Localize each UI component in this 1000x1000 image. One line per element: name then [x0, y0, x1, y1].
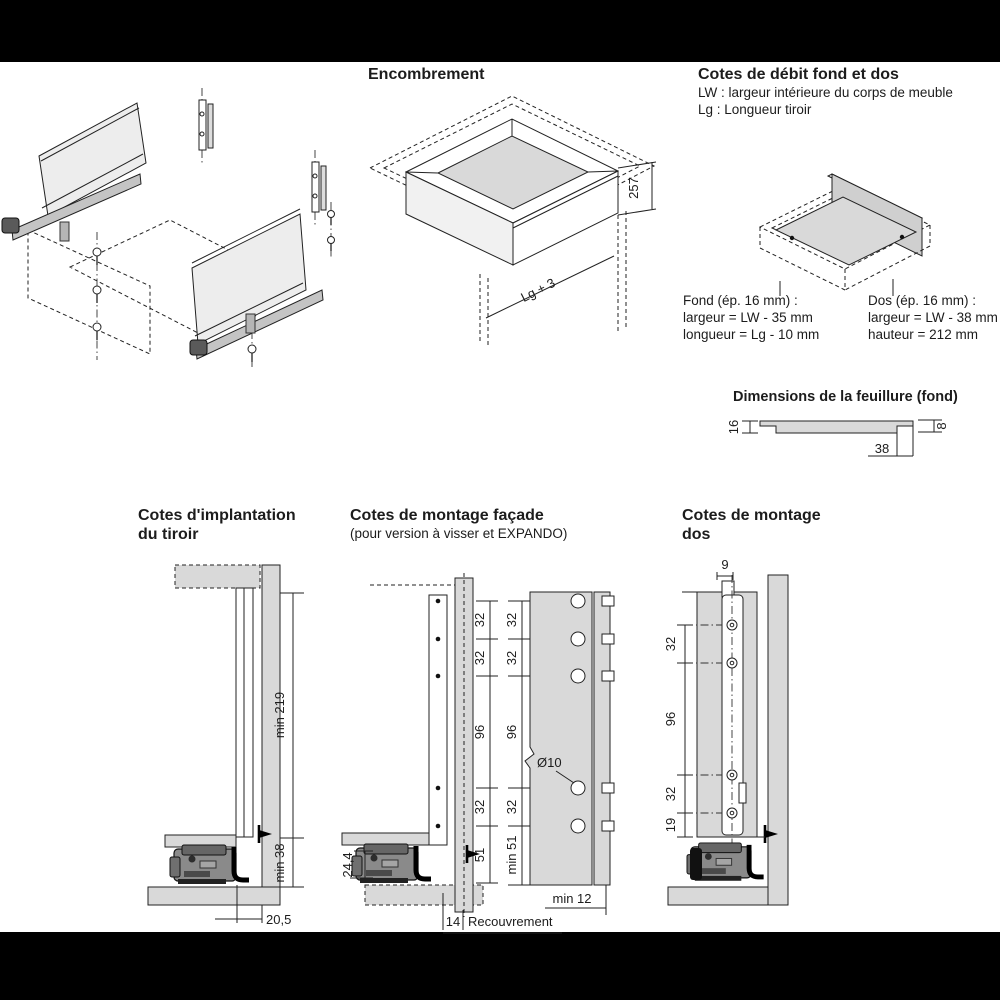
dim-side-32c: 32 — [472, 799, 487, 815]
facade-drawing — [340, 545, 675, 935]
dim-dos-32b: 32 — [663, 786, 678, 802]
dos-note-hauteur: hauteur = 212 mm — [868, 327, 978, 342]
dim-front-32c: 32 — [504, 799, 519, 815]
fond-note — [683, 292, 819, 343]
dim-side-96: 96 — [472, 724, 487, 740]
implantation-title-line1: Cotes d'implantation — [138, 507, 296, 524]
dim-front-min51: min 51 — [504, 835, 519, 875]
dim-9: 9 — [721, 557, 729, 572]
dim-side-51: 51 — [472, 847, 487, 863]
dim-front-32a: 32 — [504, 612, 519, 628]
dim-205: 20,5 — [266, 912, 292, 927]
dim-min38: min 38 — [272, 843, 287, 883]
dim-min219: min 219 — [272, 691, 287, 739]
back-bracket-icons — [199, 88, 326, 227]
dim-16: 16 — [726, 419, 741, 435]
dim-8: 8 — [934, 422, 949, 430]
feuillure-title: Dimensions de la feuillure (fond) — [733, 389, 958, 405]
facade-title: Cotes de montage façade — [350, 507, 544, 524]
dim-front-32b: 32 — [504, 650, 519, 666]
dim-38: 38 — [874, 441, 890, 456]
debit-drawing — [680, 62, 1000, 292]
encombrement-title: Encombrement — [368, 66, 485, 83]
screw-icons-left — [93, 248, 101, 340]
implantation-drawing — [130, 545, 355, 935]
debit-legend-lg: Lg : Longueur tiroir — [698, 102, 812, 117]
dim-dos-19: 19 — [663, 817, 678, 833]
debit-title: Cotes de débit fond et dos — [698, 66, 899, 83]
encombrement-drawing — [360, 62, 680, 400]
dim-front-96: 96 — [504, 724, 519, 740]
dim-lg3: Lg + 3 — [518, 275, 558, 305]
dim-hole-diameter: Ø10 — [537, 755, 562, 770]
dos-title-line1: Cotes de montage — [682, 507, 821, 524]
debit-legend-lw: LW : largeur intérieure du corps de meuble — [698, 85, 953, 100]
dos-note-title: Dos (ép. 16 mm) : — [868, 293, 977, 308]
facade-subtitle: (pour version à visser et EXPANDO) — [350, 526, 568, 541]
dim-dos-96: 96 — [663, 711, 678, 727]
dim-min12: min 12 — [552, 891, 592, 906]
implantation-title-line2: du tiroir — [138, 526, 199, 543]
dim-side-32a: 32 — [472, 612, 487, 628]
dim-14: 14 — [445, 914, 461, 929]
implantation-title — [138, 506, 296, 544]
dos-note-largeur: largeur = LW - 38 mm — [868, 310, 998, 325]
dos-title — [682, 506, 821, 544]
dim-side-32b: 32 — [472, 650, 487, 666]
dos-drawing — [665, 545, 935, 935]
slide-mechanism — [170, 845, 249, 884]
top-black-bar — [0, 0, 1000, 62]
fond-note-longueur: longueur = Lg - 10 mm — [683, 327, 820, 342]
dos-note — [868, 292, 998, 343]
fond-note-largeur: largeur = LW - 35 mm — [683, 310, 813, 325]
slide-mechanism — [352, 844, 431, 883]
drawer-exploded-view-drawing — [0, 62, 360, 397]
dim-257: 257 — [626, 177, 641, 199]
dim-dos-32a: 32 — [663, 636, 678, 652]
feuillure-drawing — [700, 408, 1000, 478]
bottom-black-bar — [0, 932, 1000, 1000]
dos-title-line2: dos — [682, 526, 711, 543]
fond-note-title: Fond (ép. 16 mm) : — [683, 293, 798, 308]
dim-recouvrement: Recouvrement — [468, 914, 553, 929]
dim-244: 24,4 — [340, 852, 355, 878]
